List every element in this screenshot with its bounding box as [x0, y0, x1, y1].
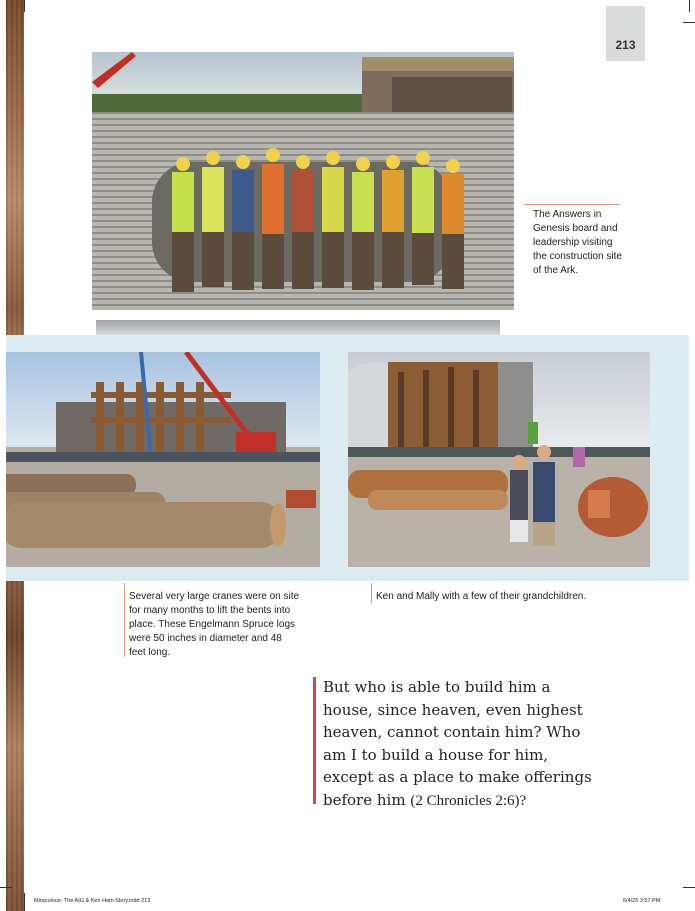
crop-mark-bottom-left-h	[0, 887, 12, 888]
caption-rule-right	[371, 583, 372, 603]
quote-text: But who is able to build him a house, since heaven, even highest heaven, cannot contain him? Who am I to build a house for him, except as a place to make offerings before him	[323, 678, 592, 809]
photo-cranes-logs-illustration	[6, 352, 320, 567]
quote-citation: (2 Chronicles 2:6)?	[410, 792, 527, 809]
photo-board-visit	[92, 52, 514, 310]
caption-rule-top	[524, 204, 620, 205]
photo-board-visit-illustration	[92, 52, 514, 310]
page-number-tab	[606, 6, 645, 61]
caption-cranes-logs: Several very large cranes were on site for many months to lift the bents into place. These Engelmann Spruce logs were 50 inches in diameter and 48 feet long.	[129, 591, 300, 658]
crop-mark-bottom-right	[683, 887, 695, 888]
photo-cranes-logs	[6, 352, 320, 567]
caption-board-visit: The Answers in Genesis board and leadership visiting the construction site of the Ark.	[533, 209, 622, 276]
caption-rule-left	[124, 583, 125, 657]
photo-family-illustration	[348, 352, 650, 567]
crop-mark-bottom-left	[24, 893, 25, 911]
photo-family-grandchildren	[348, 352, 650, 567]
photo-shadow-bar	[96, 320, 500, 335]
scripture-quote	[323, 676, 593, 812]
footer-file-slug: Miraculous- The AIG & Ken Ham Story.indd 213	[34, 898, 151, 904]
page-number: 213	[615, 38, 636, 52]
caption-family: Ken and Mally with a few of their grandchildren.	[376, 591, 587, 602]
quote-accent-bar	[313, 677, 316, 804]
footer-timestamp: 6/4/25 3:57 PM	[623, 898, 661, 904]
crop-mark-right	[683, 22, 695, 23]
crop-mark-top-right	[689, 0, 690, 12]
crop-mark-top-left	[24, 0, 25, 12]
